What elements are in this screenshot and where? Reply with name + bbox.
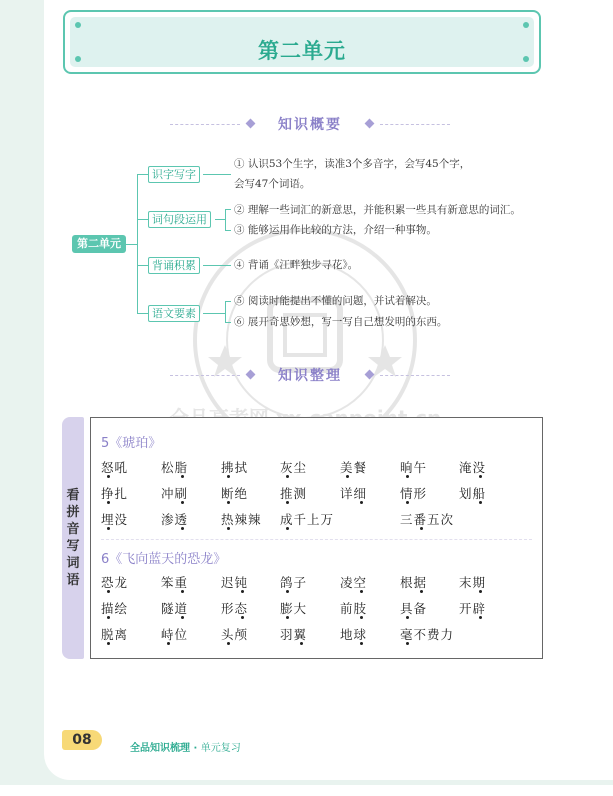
branch-recitation: 背诵积累: [148, 257, 200, 274]
lesson-title-5: 5《琥珀》: [101, 436, 162, 451]
branch-vocab-use: 词句段运用: [148, 211, 211, 228]
vocab-word: 怒吼: [101, 458, 128, 476]
emphasis-dot-icon: [300, 642, 303, 645]
connector-line: [126, 244, 137, 245]
vocab-word: 迟钝: [221, 573, 248, 591]
branch-key-elements: 语文要素: [148, 305, 200, 322]
goal-1-continued: 会写47个词语。: [234, 178, 311, 190]
connector-line: [203, 174, 231, 175]
emphasis-dot-icon: [107, 590, 110, 593]
emphasis-dot-icon: [286, 475, 289, 478]
unit-title-box: [63, 10, 541, 74]
emphasis-dot-icon: [227, 475, 230, 478]
vocab-word: 热辣辣: [221, 510, 262, 528]
emphasis-dot-icon: [420, 590, 423, 593]
vocab-word: 形态: [221, 599, 248, 617]
vocab-word: 脱离: [101, 625, 128, 643]
vocab-word: 恐龙: [101, 573, 128, 591]
goal-3: ③ 能够运用作比较的方法，介绍一种事物。: [234, 224, 437, 236]
connector-line: [203, 313, 225, 314]
emphasis-dot-icon: [360, 616, 363, 619]
vocab-word: 末期: [459, 573, 486, 591]
vocab-word: 前肢: [340, 599, 367, 617]
vocab-word: 三番五次: [400, 510, 454, 528]
emphasis-dot-icon: [107, 501, 110, 504]
goal-2: ② 理解一些词汇的新意思，并能积累一些具有新意思的词汇。: [234, 204, 521, 216]
page-bottom-strip: [0, 785, 613, 796]
vocab-word: 毫不费力: [400, 625, 454, 643]
vocab-word: 开辟: [459, 599, 486, 617]
vocab-word: 美餐: [340, 458, 367, 476]
emphasis-dot-icon: [167, 642, 170, 645]
emphasis-dot-icon: [181, 475, 184, 478]
vocab-word: 羽翼: [280, 625, 307, 643]
connector-line: [225, 209, 231, 210]
vocab-side-label: 看 拼 音 写 词 语: [66, 488, 80, 588]
emphasis-dot-icon: [227, 527, 230, 530]
lesson-divider: [101, 539, 532, 540]
vocab-word: 凌空: [340, 573, 367, 591]
corner-dot: [75, 22, 81, 28]
unit-title: 第二单元: [258, 39, 346, 63]
emphasis-dot-icon: [181, 616, 184, 619]
vocab-word: 膨大: [280, 599, 307, 617]
connector-line: [137, 265, 148, 266]
vocab-word: 冲刷: [161, 484, 188, 502]
emphasis-dot-icon: [107, 642, 110, 645]
vocab-word: 渗透: [161, 510, 188, 528]
emphasis-dot-icon: [406, 642, 409, 645]
goal-5: ⑤ 阅读时能提出不懂的问题，并试着解决。: [234, 295, 437, 307]
emphasis-dot-icon: [406, 616, 409, 619]
vocab-word: 详细: [340, 484, 367, 502]
emphasis-dot-icon: [107, 527, 110, 530]
connector-line: [225, 322, 231, 323]
vocab-word: 根据: [400, 573, 427, 591]
emphasis-dot-icon: [286, 590, 289, 593]
emphasis-dot-icon: [346, 475, 349, 478]
vocab-word: 拂拭: [221, 458, 248, 476]
emphasis-dot-icon: [227, 501, 230, 504]
vocab-word: 松脂: [161, 458, 188, 476]
vocab-word: 隧道: [161, 599, 188, 617]
emphasis-dot-icon: [479, 501, 482, 504]
vocab-word: 淹没: [459, 458, 486, 476]
vocab-word: 头颅: [221, 625, 248, 643]
footer-subtitle: 单元复习: [200, 743, 241, 754]
emphasis-dot-icon: [360, 501, 363, 504]
emphasis-dot-icon: [181, 501, 184, 504]
vocab-word: 鸽子: [280, 573, 307, 591]
section-header-sorting: [170, 365, 450, 385]
connector-line: [137, 313, 148, 314]
vocab-word: 描绘: [101, 599, 128, 617]
vocab-word: 情形: [400, 484, 427, 502]
vocab-box: [90, 417, 543, 659]
section-header-overview: [170, 114, 450, 134]
emphasis-dot-icon: [479, 590, 482, 593]
vocab-side-tab: [62, 417, 84, 659]
emphasis-dot-icon: [181, 590, 184, 593]
emphasis-dot-icon: [360, 590, 363, 593]
vocab-word: 晌午: [400, 458, 427, 476]
goal-6: ⑥ 展开奇思妙想，写一写自己想发明的东西。: [234, 316, 448, 328]
connector-line: [137, 174, 138, 313]
emphasis-dot-icon: [420, 527, 423, 530]
connector-line: [225, 209, 226, 230]
vocab-word: 断绝: [221, 484, 248, 502]
vocab-word: 灰尘: [280, 458, 307, 476]
section-title-sorting: 知识整理: [278, 368, 342, 384]
emphasis-dot-icon: [286, 616, 289, 619]
connector-line: [137, 174, 148, 175]
emphasis-dot-icon: [241, 616, 244, 619]
emphasis-dot-icon: [286, 501, 289, 504]
emphasis-dot-icon: [479, 616, 482, 619]
vocab-word: 成千上万: [280, 510, 334, 528]
emphasis-dot-icon: [181, 527, 184, 530]
page-number: 08: [62, 730, 102, 750]
connector-line: [137, 219, 148, 220]
vocab-word: 地球: [340, 625, 367, 643]
mindmap-root: 第二单元: [72, 235, 126, 253]
lesson-title-6: 6《飞向蓝天的恐龙》: [101, 552, 227, 567]
vocab-word: 笨重: [161, 573, 188, 591]
vocab-word: 峙位: [161, 625, 188, 643]
goal-1: ① 认识53个生字，读准3个多音字，会写45个字，: [234, 158, 471, 170]
emphasis-dot-icon: [241, 590, 244, 593]
connector-line: [225, 230, 231, 231]
corner-dot: [523, 22, 529, 28]
emphasis-dot-icon: [107, 616, 110, 619]
emphasis-dot-icon: [360, 642, 363, 645]
emphasis-dot-icon: [479, 475, 482, 478]
emphasis-dot-icon: [406, 501, 409, 504]
emphasis-dot-icon: [227, 642, 230, 645]
unit-title-inner: [70, 17, 534, 67]
footer-brand: [130, 739, 241, 754]
section-title-overview: 知识概要: [278, 117, 342, 133]
vocab-word: 推测: [280, 484, 307, 502]
connector-line: [203, 265, 231, 266]
emphasis-dot-icon: [107, 475, 110, 478]
branch-literacy: 识字写字: [148, 166, 200, 183]
footer-separator: ·: [190, 743, 201, 754]
vocab-word: 挣扎: [101, 484, 128, 502]
connector-line: [225, 301, 231, 302]
vocab-word: 埋没: [101, 510, 128, 528]
emphasis-dot-icon: [406, 475, 409, 478]
vocab-word: 具备: [400, 599, 427, 617]
vocab-word: 划船: [459, 484, 486, 502]
footer-brand-name: 全品知识梳理: [130, 743, 190, 754]
emphasis-dot-icon: [286, 527, 289, 530]
goal-4: ④ 背诵《江畔独步寻花》。: [234, 259, 359, 271]
connector-line: [225, 301, 226, 322]
connector-line: [215, 219, 225, 220]
